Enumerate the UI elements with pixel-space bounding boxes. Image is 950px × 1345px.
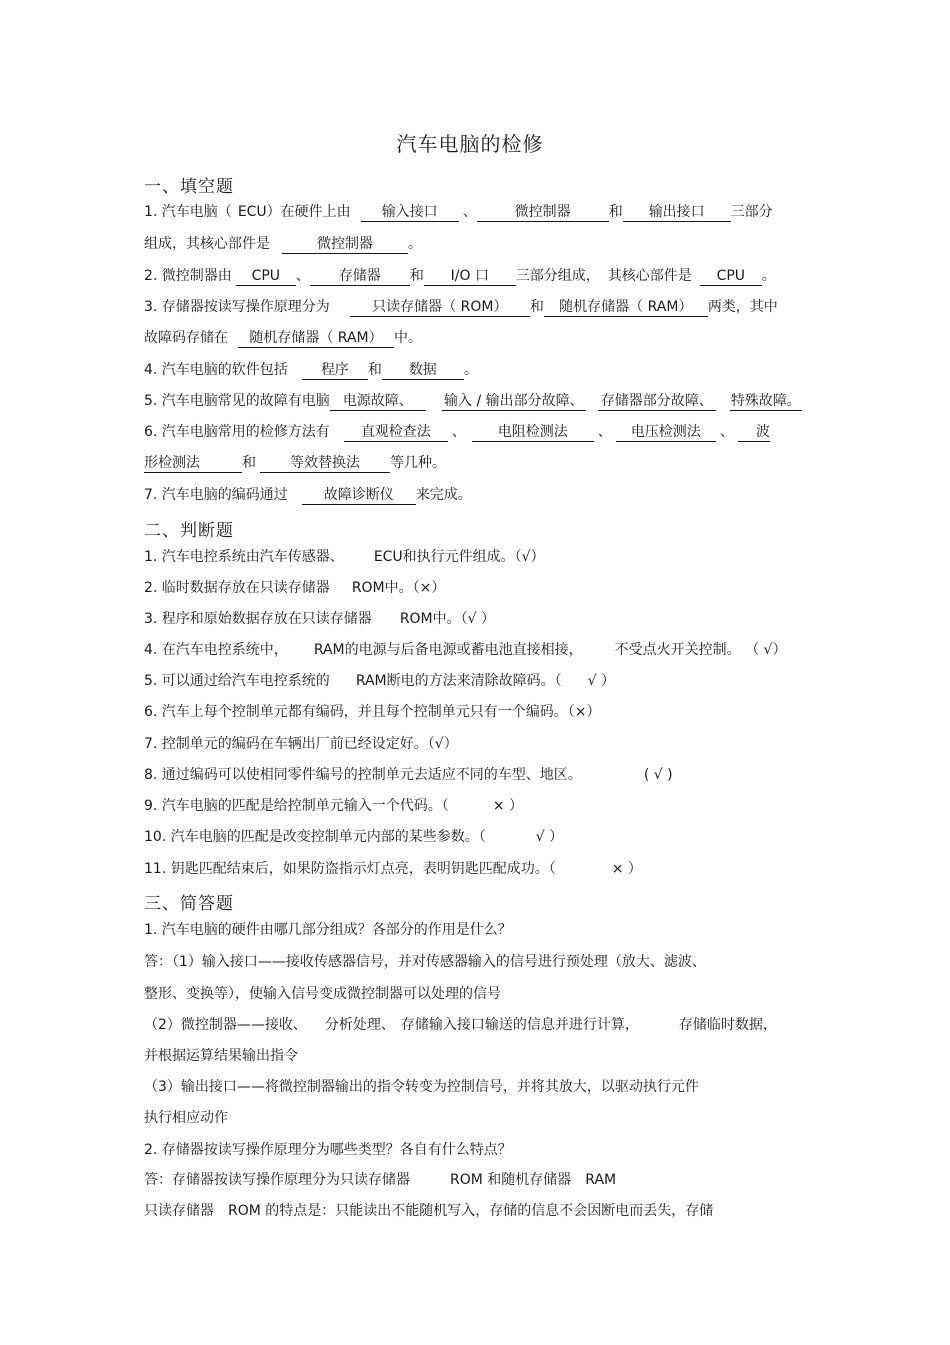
- judge-item-11: 11. 钥匙匹配结束后，如果防盗指示灯点亮，表明钥匙匹配成功。（ × ）: [144, 861, 642, 877]
- judge-item-10: 10. 汽车电脑的匹配是改变控制单元内部的某些参数。（ √ ）: [144, 829, 564, 845]
- judge-item-8: 8. 通过编码可以使相同零件编号的控制单元去适应不同的车型、地区。 ( √ ): [144, 767, 673, 783]
- fill-question-4: 4. 汽车电脑的软件包括 程序 和 数据 。: [144, 362, 478, 378]
- fill-answer: 波: [738, 423, 770, 442]
- short-question-1: 1. 汽车电脑的硬件由哪几部分组成？各部分的作用是什么？: [144, 922, 512, 938]
- short-answer-1-line-6: 执行相应动作: [144, 1110, 228, 1126]
- fill-question-6-line-1: 6. 汽车电脑常用的检修方法有 直观检查法 、 电阻检测法 、 电压检测法 、 波: [144, 424, 770, 440]
- fill-answer: 输入接口: [361, 203, 459, 222]
- short-answer-2-line-1: 答：存储器按读写操作原理分为只读存储器 ROM 和随机存储器 RAM: [144, 1172, 617, 1188]
- fill-question-3-line-1: 3. 存储器按读写操作原理分为 只读存储器（ ROM） 和 随机存储器（ RAM） 两类，其中: [144, 299, 778, 315]
- judge-item-5: 5. 可以通过给汽车电控系统的 RAM断电的方法来清除故障码。（ √ ）: [144, 673, 616, 689]
- page-title: 汽车电脑的检修: [396, 132, 544, 156]
- short-answer-1-line-5: （3）输出接口——将微控制器输出的指令转变为控制信号，并将其放大，以驱动执行元件: [144, 1079, 699, 1095]
- fill-answer: 输出接口: [623, 203, 731, 222]
- section-heading-short: 三、简答题: [144, 894, 234, 914]
- fill-answer: 程序: [302, 361, 368, 380]
- fill-answer: 形检测法: [144, 454, 242, 473]
- fill-answer: CPU: [236, 267, 296, 286]
- judge-item-9: 9. 汽车电脑的匹配是给控制单元输入一个代码。（ × ）: [144, 798, 523, 814]
- fill-question-1-line-2: 组成，其核心部件是 微控制器 。: [144, 236, 422, 252]
- fill-answer: 电阻检测法: [472, 423, 594, 442]
- short-answer-1-line-1: 答：（1）输入接口——接收传感器信号，并对传感器输入的信号进行预处理（放大、滤波、: [144, 954, 706, 970]
- fill-answer: 特殊故障。: [730, 393, 801, 409]
- fill-question-1-line-1: 1. 汽车电脑（ ECU）在硬件上由 输入接口 、 微控制器 和 输出接口 三部分: [144, 204, 773, 220]
- fill-answer: 随机存储器（ RAM）: [238, 329, 394, 348]
- fill-answer: 电源故障、: [330, 392, 426, 411]
- judge-item-1: 1. 汽车电控系统由汽车传感器、 ECU和执行元件组成。（√）: [144, 549, 545, 565]
- fill-answer: 直观检查法: [344, 423, 448, 442]
- judge-item-7: 7. 控制单元的编码在车辆出厂前已经设定好。（√）: [144, 736, 458, 752]
- judge-item-4: 4. 在汽车电控系统中， RAM的电源与后备电源或蓄电池直接相接， 不受点火开关控制。 （ √）: [144, 642, 787, 658]
- fill-answer: 电压检测法: [616, 423, 716, 442]
- fill-question-3-line-2: 故障码存储在 随机存储器（ RAM） 中。: [144, 330, 422, 346]
- fill-answer: 故障诊断仪: [302, 486, 416, 505]
- fill-answer: 等效替换法: [260, 454, 390, 473]
- fill-question-5: 5. 汽车电脑常见的故障有电脑 电源故障、 输入 / 输出部分故障、 存储器部分故障、 特殊故障。: [144, 393, 801, 409]
- fill-answer: 随机存储器（ RAM）: [544, 298, 708, 317]
- fill-question-7: 7. 汽车电脑的编码通过 故障诊断仪 来完成。: [144, 487, 472, 503]
- judge-item-3: 3. 程序和原始数据存放在只读存储器 ROM中。（√ ）: [144, 611, 496, 627]
- fill-answer: 存储器部分故障、: [598, 392, 716, 411]
- short-answer-1-line-3: （2）微控制器——接收、 分析处理、 存储输入接口输送的信息并进行计算， 存储临时数据，: [144, 1017, 777, 1033]
- short-answer-1-line-2: 整形、变换等），使输入信号变成微控制器可以处理的信号: [144, 986, 501, 1002]
- short-answer-1-line-4: 并根据运算结果输出指令: [144, 1048, 298, 1064]
- short-question-2: 2. 存储器按读写操作原理分为哪些类型？各自有什么特点？: [144, 1142, 512, 1158]
- fill-answer: 数据: [382, 361, 464, 380]
- fill-question-6-line-2: 形检测法 和 等效替换法 等几种。: [144, 455, 446, 471]
- fill-answer: 只读存储器（ ROM）: [350, 298, 530, 317]
- fill-answer: 微控制器: [282, 235, 408, 254]
- short-answer-2-line-2: 只读存储器 ROM 的特点是：只能读出不能随机写入，存储的信息不会因断电而丢失，存储: [144, 1203, 714, 1219]
- judge-item-2: 2. 临时数据存放在只读存储器 ROM中。（×）: [144, 580, 446, 596]
- fill-answer: I/O 口: [424, 267, 516, 286]
- fill-answer: 存储器: [310, 267, 410, 286]
- judge-item-6: 6. 汽车上每个控制单元都有编码，并且每个控制单元只有一个编码。（×）: [144, 704, 601, 720]
- fill-answer: 微控制器: [477, 203, 609, 222]
- section-heading-judge: 二、判断题: [144, 521, 234, 541]
- section-heading-fill: 一、填空题: [144, 177, 234, 197]
- fill-question-2: 2. 微控制器由 CPU 、 存储器 和 I/O 口 三部分组成， 其核心部件是 CPU 。: [144, 268, 776, 284]
- fill-answer: CPU: [700, 267, 762, 286]
- fill-answer: 输入 / 输出部分故障、: [442, 392, 586, 411]
